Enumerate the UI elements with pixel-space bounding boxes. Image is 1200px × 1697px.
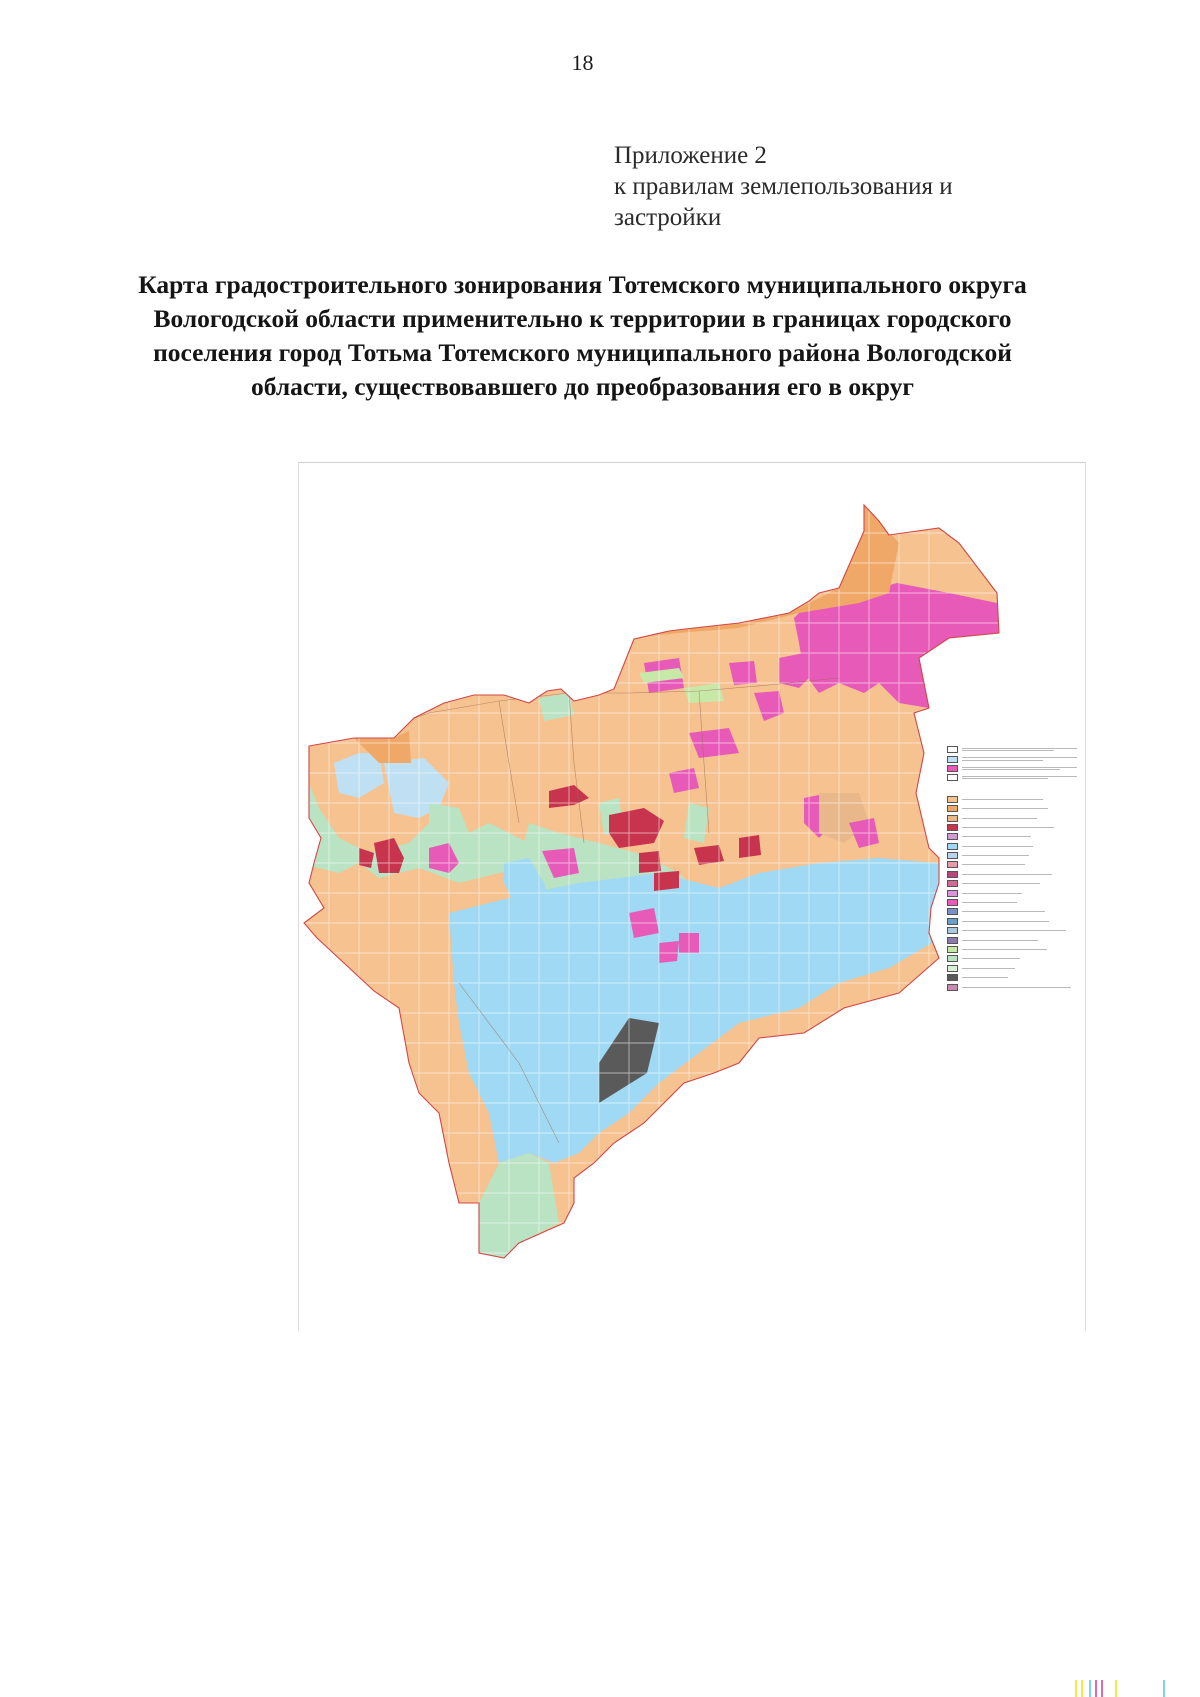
appendix-line: Приложение 2 xyxy=(614,142,767,169)
legend-item xyxy=(947,745,1077,754)
legend-item xyxy=(947,907,1077,916)
legend-item xyxy=(947,813,1077,822)
legend-swatch xyxy=(947,843,958,850)
legend-item xyxy=(947,754,1077,763)
title-line: поселения город Тотьма Тотемского муниципального района Вологодской xyxy=(153,338,1012,367)
legend-swatch xyxy=(947,756,958,763)
legend-item xyxy=(947,851,1077,860)
legend-item xyxy=(947,832,1077,841)
legend-swatch xyxy=(947,746,958,753)
title-line: Вологодской области применительно к территории в границах городского xyxy=(153,304,1012,333)
legend-item xyxy=(947,795,1077,804)
legend-swatch xyxy=(947,824,958,831)
title-line: области, существовавшего до преобразования его в округ xyxy=(251,372,914,401)
legend-item xyxy=(947,842,1077,851)
legend-item xyxy=(947,917,1077,926)
legend-item xyxy=(947,935,1077,944)
legend-item xyxy=(947,888,1077,897)
legend-spacer xyxy=(947,783,1077,795)
appendix-line: к правилам землепользования и xyxy=(614,173,953,200)
appendix-note xyxy=(614,140,1074,233)
legend-item xyxy=(947,926,1077,935)
legend-item xyxy=(947,764,1077,773)
legend-swatch xyxy=(947,899,958,906)
legend-swatch xyxy=(947,937,958,944)
legend-item xyxy=(947,945,1077,954)
legend-item xyxy=(947,823,1077,832)
legend-swatch xyxy=(947,833,958,840)
legend-item xyxy=(947,973,1077,982)
legend-swatch xyxy=(947,871,958,878)
zoning-map xyxy=(298,462,1086,1331)
legend-swatch xyxy=(947,927,958,934)
legend-swatch xyxy=(947,984,958,991)
legend-swatch xyxy=(947,890,958,897)
legend-swatch xyxy=(947,765,958,772)
legend-item xyxy=(947,982,1077,991)
legend-swatch xyxy=(947,861,958,868)
legend-item xyxy=(947,879,1077,888)
legend-swatch xyxy=(947,974,958,981)
legend-swatch xyxy=(947,796,958,803)
legend-swatch xyxy=(947,918,958,925)
page-number: 18 xyxy=(571,50,594,75)
legend-swatch xyxy=(947,965,958,972)
title-line: Карта градостроительного зонирования Тотемского муниципального округа xyxy=(138,270,1027,299)
legend-item xyxy=(947,898,1077,907)
map-legend xyxy=(947,745,1077,992)
legend-swatch xyxy=(947,946,958,953)
document-title xyxy=(40,268,1125,404)
legend-swatch xyxy=(947,805,958,812)
legend-swatch xyxy=(947,774,958,781)
scan-color-marks xyxy=(1075,1680,1185,1697)
legend-item xyxy=(947,964,1077,973)
legend-swatch xyxy=(947,815,958,822)
legend-swatch xyxy=(947,908,958,915)
legend-item xyxy=(947,773,1077,782)
appendix-line: застройки xyxy=(614,204,722,231)
legend-swatch xyxy=(947,955,958,962)
legend-item xyxy=(947,860,1077,869)
legend-item xyxy=(947,870,1077,879)
legend-swatch xyxy=(947,852,958,859)
legend-swatch xyxy=(947,880,958,887)
legend-item xyxy=(947,804,1077,813)
legend-item xyxy=(947,954,1077,963)
